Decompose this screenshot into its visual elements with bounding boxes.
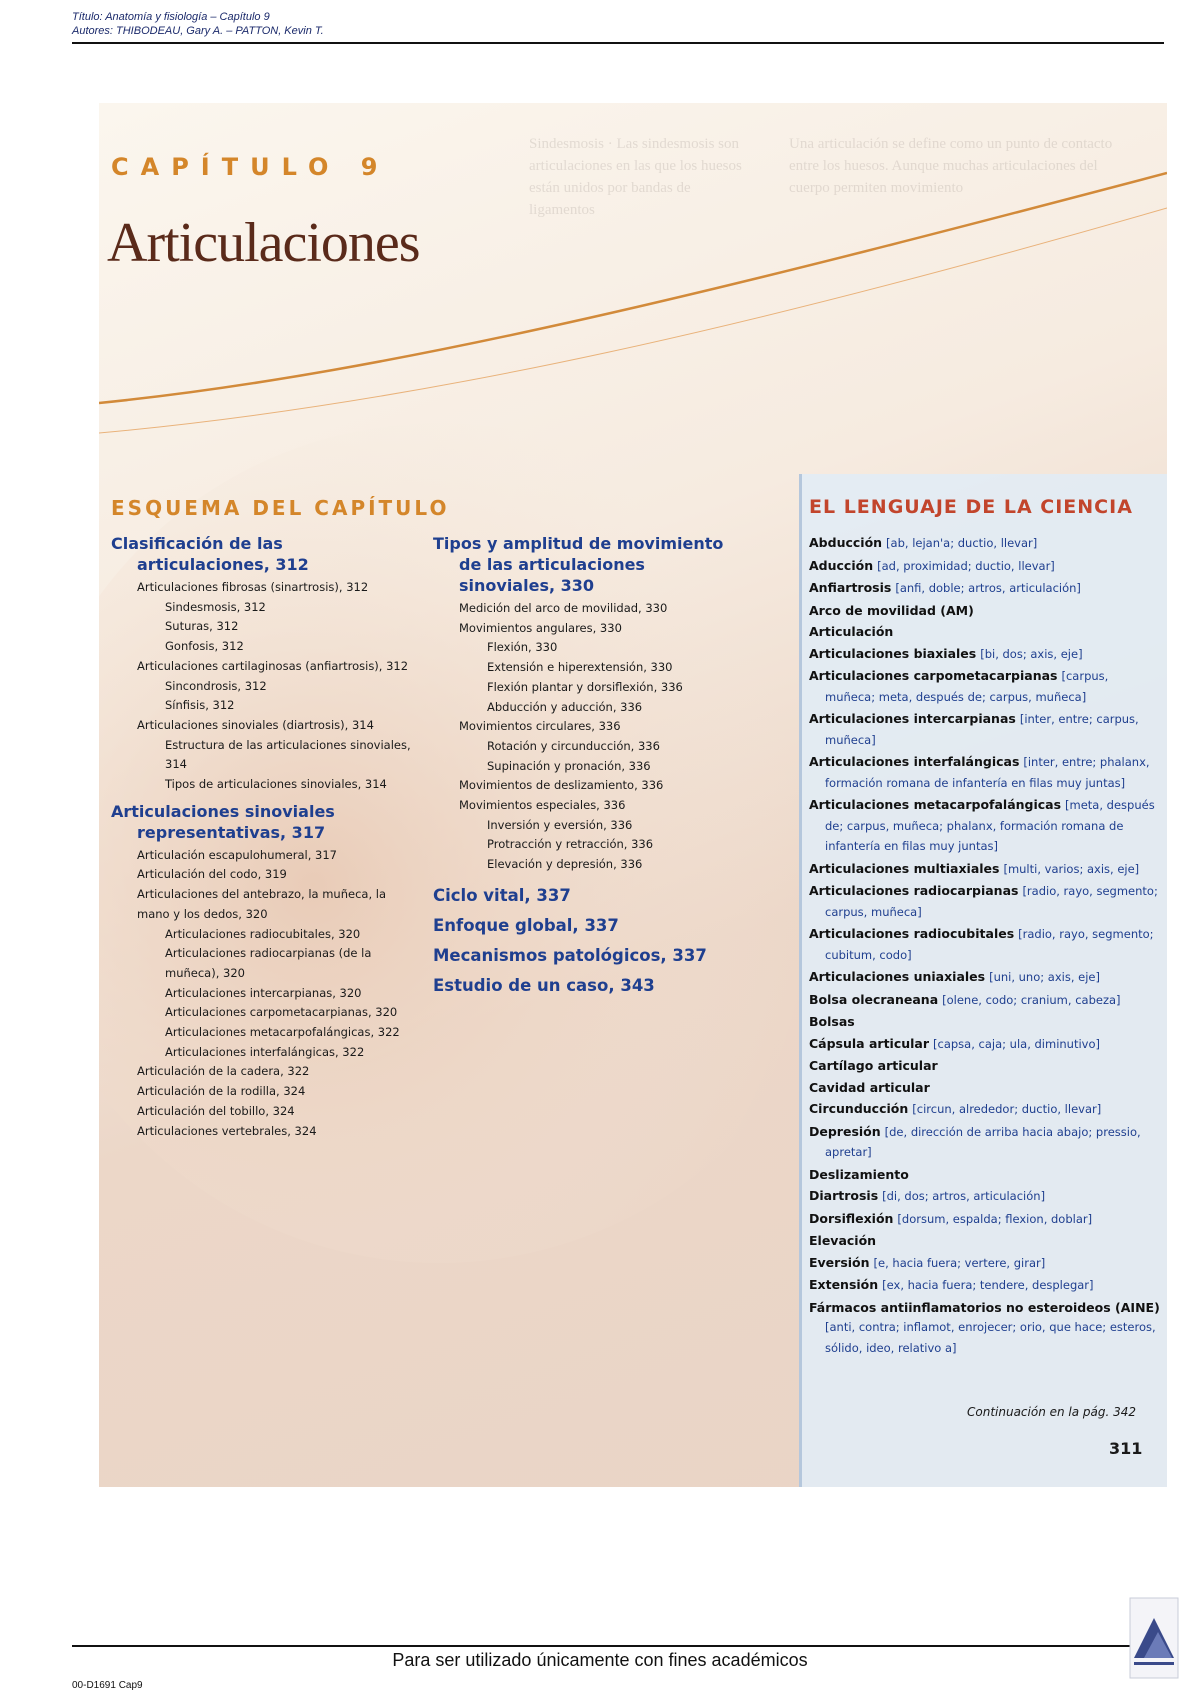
- glossary-entry: [809, 795, 1161, 857]
- glossary-term: Articulaciones intercarpianas: [809, 711, 1016, 726]
- glossary-entry: [809, 533, 1161, 554]
- glossary-term: Extensión: [809, 1277, 879, 1292]
- outline-item: Estructura de las articulaciones sinoviales, 314: [165, 737, 411, 772]
- outline-item: Supinación y pronación, 336: [487, 758, 651, 773]
- glossary-entry: [809, 622, 1161, 642]
- glossary-entry: [809, 709, 1161, 750]
- outline-section-heading: Clasificación de las articulaciones, 312: [111, 534, 309, 574]
- glossary-term: Depresión: [809, 1123, 881, 1139]
- chapter-label: CAPÍTULO 9: [111, 153, 390, 181]
- glossary-etymology: [ad, proximidad; ductio, llevar]: [877, 558, 1055, 573]
- footer-notice: Para ser utilizado únicamente con fines académicos: [392, 1650, 808, 1670]
- glossary-entry: [809, 752, 1161, 793]
- glossary-term: Abducción: [809, 535, 883, 550]
- glossary-term: Articulaciones interfalángicas: [809, 754, 1020, 769]
- glossary-term: Arco de movilidad (AM): [809, 602, 974, 618]
- footer-code: 00-D1691 Cap9: [72, 1680, 143, 1691]
- glossary-etymology: [carpus, muñeca; meta, después de; carpus, muñeca]: [825, 669, 1109, 704]
- outline-section-heading: Articulaciones sinoviales representativas, 317: [111, 801, 335, 842]
- glossary-etymology: [de, dirección de arriba hacia abajo; pressio, apretar]: [825, 1124, 1141, 1159]
- outline-item: Articulación de la cadera, 322: [137, 1064, 310, 1079]
- glossary-entry: [809, 1253, 1161, 1274]
- glossary-entry: [809, 1122, 1161, 1163]
- footer-rule: [72, 1645, 1164, 1647]
- outline-item: Articulaciones cartilaginosas (anfiartrosis), 312: [137, 658, 409, 673]
- glossary-entry: [809, 1275, 1161, 1296]
- glossary-term: Aducción: [809, 557, 874, 573]
- glossary-etymology: [bi, dos; axis, eje]: [980, 646, 1083, 661]
- header-title-line: Título: Anatomía y fisiología – Capítulo 9: [72, 11, 270, 23]
- glossary-term: Bolsas: [809, 1014, 855, 1029]
- outline-item: Extensión e hiperextensión, 330: [487, 660, 673, 675]
- outline-section-heading: Tipos y amplitud de movimiento de las articulaciones sinoviales, 330: [433, 534, 724, 595]
- glossary-term: Articulaciones carpometacarpianas: [809, 668, 1058, 683]
- outline-item: Articulaciones intercarpianas, 320: [165, 985, 362, 1000]
- page-number: 311: [1109, 1439, 1143, 1458]
- glossary-etymology: [uni, uno; axis, eje]: [989, 970, 1100, 984]
- outline-item: Gonfosis, 312: [165, 639, 244, 654]
- outline-item: Inversión y eversión, 336: [487, 817, 633, 832]
- glossary-term: Fármacos antiinflamatorios no esteroideos (AINE): [809, 1299, 1160, 1315]
- glossary-entry: [809, 859, 1161, 880]
- glossary-term: Deslizamiento: [809, 1166, 909, 1182]
- outline-item: Articulación del tobillo, 324: [137, 1103, 295, 1118]
- glossary-etymology: [ex, hacia fuera; tendere, desplegar]: [882, 1278, 1094, 1292]
- outline-item: Protracción y retracción, 336: [487, 837, 654, 852]
- glossary-etymology: [capsa, caja; ula, diminutivo]: [933, 1036, 1101, 1051]
- outline-heading: ESQUEMA DEL CAPÍTULO: [111, 496, 450, 520]
- glossary-entry: [809, 881, 1161, 922]
- glossary-term: Circunducción: [809, 1101, 909, 1116]
- glossary-term: Elevación: [809, 1233, 877, 1248]
- outline-item: Articulación escapulohumeral, 317: [137, 847, 337, 862]
- glossary-entry: [809, 1099, 1161, 1120]
- outline-item: Articulaciones radiocarpianas (de la muñeca), 320: [165, 946, 372, 980]
- glossary-etymology: [olene, codo; cranium, cabeza]: [942, 992, 1121, 1007]
- glossary-list: [809, 533, 1161, 1360]
- scanned-page: [99, 103, 1167, 1487]
- glossary-entry: [809, 1298, 1161, 1359]
- outline-column-1: [111, 533, 411, 1141]
- outline-item: Flexión plantar y dorsiflexión, 336: [487, 679, 683, 694]
- language-of-science-heading: EL LENGUAJE DE LA CIENCIA: [809, 496, 1133, 518]
- glossary-etymology: [inter, entre; carpus, muñeca]: [825, 712, 1139, 747]
- outline-item: Articulaciones fibrosas (sinartrosis), 312: [137, 580, 369, 594]
- outline-item: Suturas, 312: [165, 619, 239, 634]
- glossary-entry: [809, 1012, 1161, 1032]
- glossary-entry: [809, 644, 1161, 665]
- outline-item: Movimientos angulares, 330: [459, 620, 622, 635]
- glossary-term: Articulación: [809, 624, 894, 639]
- glossary-entry: [809, 1165, 1161, 1185]
- glossary-etymology: [radio, rayo, segmento; cubitum, codo]: [825, 927, 1154, 962]
- outline-item: Sincondrosis, 312: [165, 678, 267, 693]
- outline-section-heading: Ciclo vital, 337: [433, 885, 571, 905]
- glossary-term: Articulaciones uniaxiales: [809, 969, 986, 984]
- glossary-etymology: [anti, contra; inflamot, enrojecer; orio, que hace; esteros, sólido, ideo, relativo a]: [825, 1320, 1156, 1355]
- glossary-entry: [809, 666, 1161, 707]
- outline-item: Elevación y depresión, 336: [487, 857, 643, 872]
- document-header: [72, 10, 324, 38]
- outline-column-2: [433, 533, 733, 1001]
- bleed-through-text: Una articulación se define como un punto de contacto entre los huesos. Aunque muchas articulaciones del cuerpo permiten movimiento: [789, 136, 1113, 196]
- glossary-etymology: [di, dos; artros, articulación]: [882, 1189, 1046, 1203]
- outline-item: Articulaciones carpometacarpianas, 320: [165, 1005, 398, 1020]
- outline-item: Movimientos circulares, 336: [459, 719, 621, 734]
- glossary-etymology: [circun, alrededor; ductio, llevar]: [912, 1102, 1102, 1116]
- glossary-etymology: [e, hacia fuera; vertere, girar]: [873, 1255, 1046, 1270]
- outline-item: Sindesmosis, 312: [165, 599, 266, 614]
- outline-item: Rotación y circunducción, 336: [487, 738, 660, 753]
- glossary-term: Articulaciones biaxiales: [809, 645, 977, 661]
- glossary-etymology: [anfi, doble; artros, articulación]: [895, 581, 1081, 595]
- glossary-etymology: [multi, varios; axis, eje]: [1003, 861, 1140, 876]
- outline-item: Tipos de articulaciones sinoviales, 314: [165, 777, 387, 792]
- glossary-etymology: [radio, rayo, segmento; carpus, muñeca]: [825, 884, 1158, 919]
- glossary-entry: [809, 556, 1161, 577]
- glossary-entry: [809, 578, 1161, 599]
- outline-item: Movimientos de deslizamiento, 336: [459, 778, 664, 793]
- outline-section-heading: Estudio de un caso, 343: [433, 975, 655, 995]
- outline-section-heading: Enfoque global, 337: [433, 915, 619, 935]
- outline-item: Movimientos especiales, 336: [459, 798, 626, 813]
- glossary-etymology: [inter, entre; phalanx, formación romana de infantería en filas muy juntas]: [825, 755, 1150, 790]
- outline-item: Articulación del codo, 319: [137, 867, 287, 882]
- header-authors-line: Autores: THIBODEAU, Gary A. – PATTON, Kevin T.: [72, 25, 324, 37]
- glossary-term: Cápsula articular: [809, 1035, 930, 1051]
- outline-item: Flexión, 330: [487, 640, 558, 655]
- glossary-term: Eversión: [809, 1254, 870, 1270]
- chapter-title: Articulaciones: [107, 212, 420, 274]
- glossary-entry: [809, 1231, 1161, 1251]
- outline-item: Articulaciones radiocubitales, 320: [165, 926, 361, 941]
- outline-item: Sínfisis, 312: [165, 698, 235, 713]
- glossary-term: Articulaciones radiocarpianas: [809, 883, 1019, 898]
- continuation-note: Continuación en la pág. 342: [967, 1405, 1137, 1419]
- glossary-entry: [809, 1209, 1161, 1230]
- glossary-term: Articulaciones metacarpofalángicas: [809, 797, 1062, 812]
- glossary-etymology: [meta, después de; carpus, muñeca; phalanx, formación romana de infantería en filas muy juntas]: [825, 798, 1155, 853]
- bleed-through-text: Sindesmosis · Las sindesmosis son articulaciones en las que los huesos están unidos por bandas de ligamentos: [529, 136, 742, 218]
- institution-logo-icon: [1128, 1596, 1180, 1680]
- glossary-term: Anfiartrosis: [809, 580, 892, 595]
- outline-section-heading: Mecanismos patológicos, 337: [433, 945, 707, 965]
- outline-item: Articulaciones interfalángicas, 322: [165, 1044, 365, 1059]
- outline-item: Abducción y aducción, 336: [487, 699, 643, 714]
- glossary-entry: [809, 990, 1161, 1011]
- glossary-entry: [809, 601, 1161, 621]
- glossary-term: Bolsa olecraneana: [809, 991, 939, 1007]
- outline-item: Articulaciones del antebrazo, la muñeca, la mano y los dedos, 320: [137, 887, 386, 921]
- glossary-entry: [809, 1078, 1161, 1098]
- glossary-term: Cavidad articular: [809, 1079, 930, 1095]
- glossary-term: Articulaciones multiaxiales: [809, 860, 1000, 876]
- glossary-term: Dorsiflexión: [809, 1210, 894, 1226]
- header-rule: [72, 42, 1164, 44]
- outline-item: Articulaciones metacarpofalángicas, 322: [165, 1025, 400, 1040]
- glossary-entry: [809, 1034, 1161, 1055]
- outline-item: Articulaciones vertebrales, 324: [137, 1123, 317, 1138]
- glossary-etymology: [ab, lejan'a; ductio, llevar]: [886, 536, 1038, 550]
- outline-item: Articulación de la rodilla, 324: [137, 1084, 306, 1099]
- outline-item: Articulaciones sinoviales (diartrosis), 314: [137, 717, 374, 732]
- glossary-etymology: [dorsum, espalda; flexion, doblar]: [897, 1211, 1093, 1226]
- glossary-entry: [809, 967, 1161, 988]
- glossary-entry: [809, 1186, 1161, 1207]
- glossary-term: Articulaciones radiocubitales: [809, 926, 1015, 941]
- outline-item: Medición del arco de movilidad, 330: [459, 601, 668, 615]
- glossary-entry: [809, 924, 1161, 965]
- glossary-term: Cartílago articular: [809, 1058, 938, 1073]
- glossary-term: Diartrosis: [809, 1188, 879, 1203]
- glossary-entry: [809, 1056, 1161, 1076]
